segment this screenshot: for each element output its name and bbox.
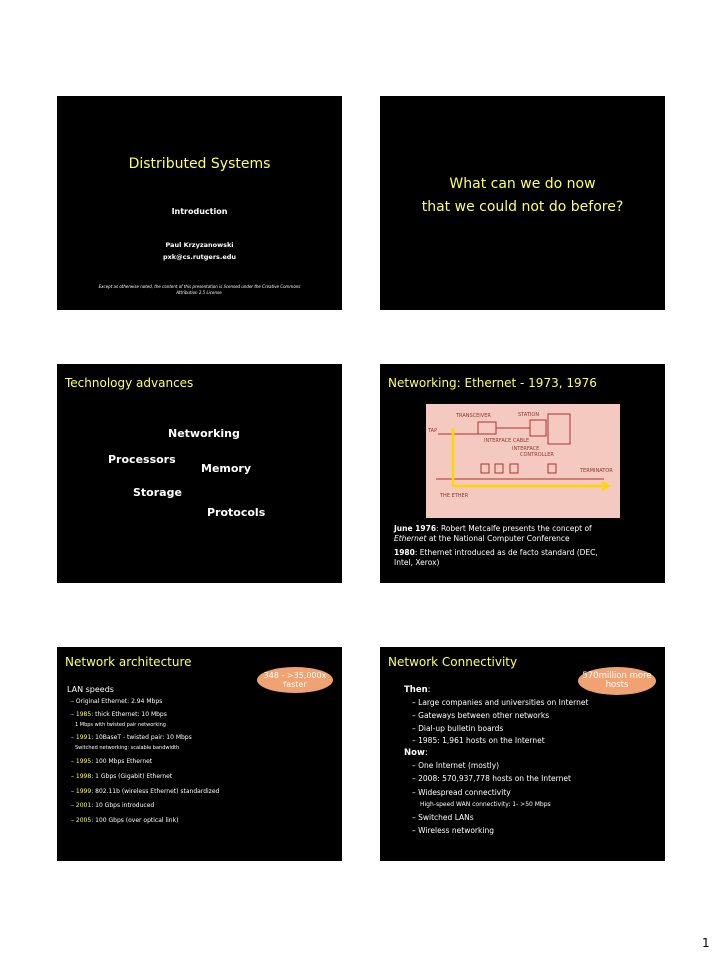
list-item: – 1998: 1 Gbps (Gigabit) Ethernet [71, 773, 173, 780]
word-networking: Networking [168, 427, 240, 440]
label-controller: CONTROLLER [520, 452, 554, 458]
label-interface: INTERFACE [512, 446, 540, 452]
list-subitem: Switched networking: scalable bandwidth [75, 745, 180, 751]
slide-technology-advances [57, 364, 342, 583]
list-subitem: 1 Mbps with twisted pair networking [75, 722, 166, 728]
list-item: – 2008: 570,937,778 hosts on the Internet [412, 774, 571, 783]
label-tap: TAP [428, 428, 438, 434]
then-heading: Then: [404, 685, 431, 695]
label-the-ether: THE ETHER [440, 493, 469, 499]
list-item: – 1995: 100 Mbps Ethernet [71, 758, 153, 765]
slide-network-connectivity [380, 647, 665, 861]
now-heading: Now: [404, 748, 428, 758]
label-terminator: TERMINATOR [580, 468, 613, 474]
list-item: – 1985: 1,961 hosts on the Internet [412, 736, 545, 745]
label-station: STATION [518, 412, 540, 418]
ethernet-sketch [426, 404, 620, 518]
author-name: Paul Krzyzanowski [165, 241, 234, 249]
slide-heading: Network architecture [65, 655, 192, 669]
list-item: – 2001: 10 Gbps introduced [71, 802, 155, 809]
presentation-title: Distributed Systems [128, 156, 271, 172]
list-item: – Dial-up bulletin boards [412, 724, 504, 733]
caption-1976: June 1976: Robert Metcalfe presents the concept of Ethernet at the National Computer Conference [394, 524, 592, 543]
question-line-2: that we could not do before? [421, 199, 624, 215]
slide-network-architecture [57, 647, 342, 861]
hosts-badge: 570million more hosts [578, 667, 656, 695]
slide-ethernet [380, 364, 665, 583]
label-interface-cable: INTERFACE CABLE [484, 438, 530, 444]
label-transceiver: TRANSCEIVER [456, 413, 491, 419]
license-line-2: Attribution 2.5 License. [176, 290, 223, 295]
list-item: – One Internet (mostly) [412, 761, 500, 770]
word-processors: Processors [108, 453, 176, 466]
license-line-1: Except as otherwise noted, the content of this presentation is licensed under the Creative Commons [98, 284, 301, 289]
author-email: pxk@cs.rutgers.edu [162, 253, 237, 261]
slide-title [57, 96, 342, 310]
list-item: – Switched LANs [412, 813, 474, 822]
list-item: – Gateways between other networks [412, 711, 550, 720]
slide-heading: Network Connectivity [388, 655, 518, 669]
slide-heading: Networking: Ethernet - 1973, 1976 [388, 376, 597, 390]
list-item: – 1999: 802.11b (wireless Ethernet) standardized [71, 788, 220, 795]
question-line-1: What can we do now [449, 176, 596, 192]
presentation-subtitle: Introduction [171, 207, 228, 216]
list-subitem: High-speed WAN connectivity: 1- >50 Mbps [420, 801, 551, 808]
lan-speeds-heading: LAN speeds [67, 685, 114, 694]
list-item: – 2005: 100 Gbps (over optical link) [71, 817, 179, 824]
page-number: 1 [702, 936, 710, 950]
list-item: – 1991: 10BaseT - twisted pair: 10 Mbps [71, 734, 192, 741]
caption-1980: 1980: Ethernet introduced as de facto standard (DEC, Intel, Xerox) [394, 548, 598, 567]
word-protocols: Protocols [207, 506, 266, 519]
speedup-badge: 348 - >35,000x faster [257, 667, 333, 693]
list-item: – Large companies and universities on Internet [412, 698, 589, 707]
word-storage: Storage [133, 486, 182, 499]
list-item: – Original Ethernet: 2.94 Mbps [71, 698, 163, 705]
word-memory: Memory [201, 462, 252, 475]
ethernet-diagram [426, 404, 620, 518]
slide-question [380, 96, 665, 310]
slide-heading: Technology advances [65, 376, 194, 390]
list-item: – Widespread connectivity [412, 788, 511, 797]
list-item: – Wireless networking [412, 826, 494, 835]
list-item: – 1985: thick Ethernet: 10 Mbps [71, 711, 167, 718]
